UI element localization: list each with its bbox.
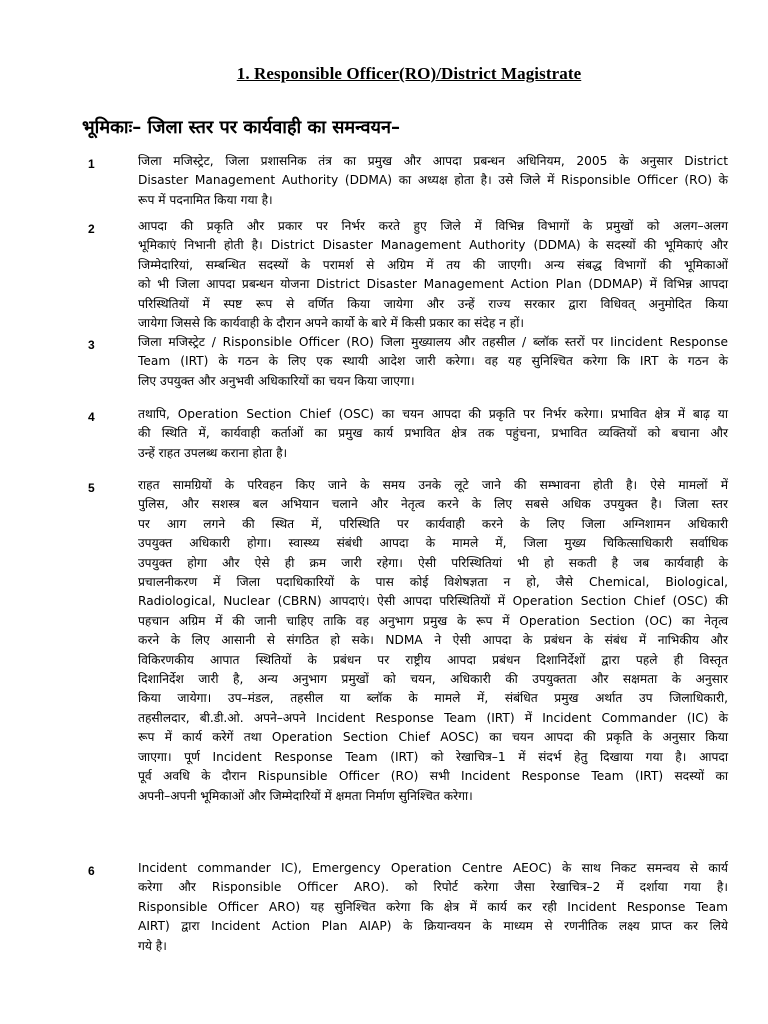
paragraph-line: पुलिस, और सशस्त्र बल अभियान चलाने और नेतृत्व करने के लिए सबसे अधिक उपयुक्त है। जिला स्तर [138, 497, 728, 512]
paragraph-line: गये है। [138, 938, 167, 953]
paragraph-line: Risponsible Officer ARO) यह सुनिश्चित करेगा कि क्षेत्र में कार्य कर रही Incident Response Team [138, 899, 728, 914]
paragraph-line: किया जायेगा। उप–मंडल, तहसील या ब्लॉक के मामले में, संबंधित प्रमुख अर्थात उप जिलाधिकारी, [138, 691, 728, 706]
paragraph-line: तथापि, Operation Section Chief (OSC) का चयन आपदा की प्रकृति पर निर्भर करेगा। प्रभावित क्षेत्र में बाढ़ या [138, 407, 728, 421]
paragraph-line: करने के लिए आसानी से संगठित हो सके। NDMA ने ऐसी आपदा के प्रबंधन के संबंध में नाभिकीय और [138, 633, 728, 648]
paragraph-line: भूमिकाएं निभानी होती है। District Disaster Management Authority (DDMA) के सदस्यों की भूमिकाएं और [138, 238, 728, 253]
paragraph-line: पर आग लगने की स्थित में, परिस्थिति पर कार्यवाही करने के लिए जिला अग्निशामन अधिकारी [138, 516, 728, 531]
paragraph-line: उपयुक्त होगा और ऐसे ही क्रम जारी रहेगा। ऐसी परिस्थितियां भी हो सकती है जब कार्यवाही के [138, 555, 728, 570]
section-subtitle: भूमिकाः– जिला स्तर पर कार्यवाही का समन्वयन– [82, 117, 400, 138]
paragraph-line: आपदा की प्रकृति और प्रकार पर निर्भर करते हुए जिले में विभिन्न विभागों के प्रमुखों को अलग–अलग [138, 219, 728, 233]
paragraph-text [138, 217, 728, 333]
paragraph-number: 3 [88, 338, 95, 352]
paragraph-line: Incident commander IC), Emergency Operation Centre AEOC) के साथ निकट समन्वय से कार्य [138, 861, 728, 875]
paragraph-line: पूर्व अवधि के दौरान Rispunsible Officer (RO) सभी Incident Response Team (IRT) सदस्यों का [138, 769, 728, 784]
paragraph-line: प्रचालनीकरण में जिला पदाधिकारियों के पास कोई विशेषज्ञता न हो, जैसे Chemical, Biological, [138, 575, 728, 590]
paragraph-line: जिला मजिस्ट्रेट / Risponsible Officer (RO) जिला मुख्यालय और तहसील / ब्लॉक स्तरों पर Iincident Response [138, 335, 728, 349]
paragraph-line: रूप में पदनामित किया गया है। [138, 192, 273, 207]
paragraph-number: 4 [88, 410, 95, 424]
paragraph-text [138, 476, 728, 806]
paragraph-line: तहसीलदार, बी.डी.ओ. अपने–अपने Incident Response Team (IRT) में Incident Commander (IC) के [138, 710, 728, 725]
paragraph-text [138, 859, 728, 956]
paragraph-line: Disaster Management Authority (DDMA) का अध्यक्ष होता है। उसे जिले में Risponsible Officer (RO) के [138, 173, 728, 188]
paragraph-line: जिला मजिस्ट्रेट, जिला प्रशासनिक तंत्र का प्रमुख और आपदा प्रबन्धन अधिनियम, 2005 के अनुसार District [138, 154, 728, 168]
paragraph-line: लिए उपयुक्त और अनुभवी अधिकारियों का चयन किया जाएगा। [138, 373, 415, 388]
paragraph-line: की स्थिति में, कार्यवाही कर्ताओं का प्रमुख कार्य प्रभावित क्षेत्र तक पहुंचना, प्रभावित व्यक्तियों को बचाना और [138, 426, 728, 441]
paragraph-text [138, 405, 728, 463]
paragraph-text [138, 152, 728, 210]
paragraph-line: जायेगा जिससे कि कार्यवाही के दौरान अपने कार्यो के बारे में किसी प्रकार का संदेह न हों। [138, 316, 525, 331]
paragraph-line: विकिरणकीय आपात स्थितियों के प्रबंधन पर राष्ट्रीय आपदा प्रबंधन दिशानिर्देशों द्वारा पहले ही विस्तृत [138, 652, 728, 667]
paragraph-line: को भी जिला आपदा प्रबन्धन योजना District Disaster Management Action Plan (DDMAP) में विभिन्न आपदा [138, 277, 728, 292]
paragraph-line: पहचान अग्रिम में की जानी चाहिए ताकि वह अनुभाग प्रमुख के रूप में Operation Section (OC) का नेतृत्व [138, 613, 728, 628]
paragraph-line: रूप में कार्य करेगें तथा Operation Section Chief AOSC) का चयन आपदा की प्रकृति के अनुसार किया [138, 730, 728, 745]
paragraph-number: 2 [88, 222, 95, 236]
paragraph-line: उन्हें राहत उपलब्ध कराना होता है। [138, 445, 288, 460]
paragraph-line: उपयुक्त अधिकारी होगा। स्वास्थ्य संबंधी आपदा के मामले में, जिला मुख्य चिकित्साधिकारी सर्वाधिक [138, 536, 728, 551]
paragraph-line: AIRT) द्वारा Incident Action Plan AIAP) के क्रियान्वयन के माध्यम से रणनीतिक लक्ष्य प्राप्त कर लिये [138, 919, 728, 934]
paragraph-line: जिम्मेदारियां, सम्बन्धित सदस्यों के परामर्श से अग्रिम में तय की जाएगी। अन्य संबद्ध विभागों की भूमिकाओं [138, 257, 728, 272]
paragraph-number: 1 [88, 157, 95, 171]
paragraph-line: दिशानिर्देश जारी है, अन्य अनुभाग प्रमुखों को चयन, अधिकारी की उपयुक्तता और सक्षमता के अनुसार [138, 672, 728, 687]
paragraph-text [138, 333, 728, 391]
paragraph-line: राहत सामग्रियों के परिवहन किए जाने के समय उनके लूटे जाने की सम्भावना होती है। ऐसे मामलों में [138, 478, 728, 492]
paragraph-number: 5 [88, 481, 95, 495]
paragraph-line: Team (IRT) के गठन के लिए एक स्थायी आदेश जारी करेगा। वह यह सुनिश्चित करेगा कि IRT के गठन के [138, 354, 728, 369]
paragraph-line: करेगा और Risponsible Officer ARO). को रिपोर्ट करेगा जैसा रेखाचित्र–2 में दर्शाया गया है। [138, 880, 728, 895]
paragraph-number: 6 [88, 864, 95, 878]
paragraph-line: Radiological, Nuclear (CBRN) आपदाएं। ऐसी आपदा परिस्थितियों में Operation Section Chief (OSC) की [138, 594, 728, 609]
paragraph-line: अपनी–अपनी भूमिकाओं और जिम्मेदारियों में क्षमता निर्माण सुनिश्चित करेगा। [138, 788, 473, 803]
paragraph-line: जाएगा। पूर्ण Incident Response Team (IRT) को रेखाचित्र–1 में संदर्भ हेतु दिखाया गया है। आपदा [138, 749, 728, 764]
paragraph-line: परिस्थितियों में स्पष्ट रूप से वर्णित किया जायेगा और उन्हें राज्य सरकार द्वारा विधिवत् अनुमोदित किया [138, 296, 728, 311]
page-title: 1. Responsible Officer(RO)/District Magistrate [236, 64, 582, 83]
